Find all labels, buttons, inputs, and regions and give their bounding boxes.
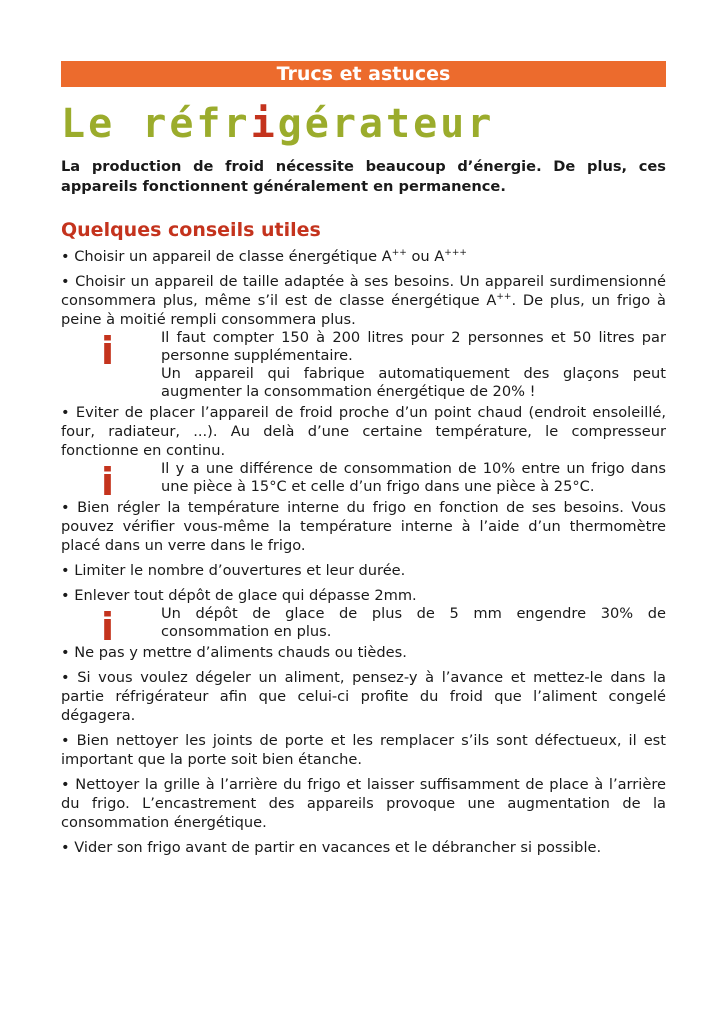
tip-internal-temperature: • Bien régler la température interne du frigo en fonction de ses besoins. Vous pouvez vérifier vous-même la température interne à l’aide d’un thermomètre placé dans un verre dans le frigo. [61, 499, 666, 554]
tip-door-openings: • Limiter le nombre d’ouvertures et leur durée. [61, 562, 406, 579]
info-text: Un appareil qui fabrique automatiquement des glaçons peut augmenter la consommation énergétique de 20% ! [161, 365, 666, 400]
tip-energy-class: • Choisir un appareil de classe énergétique A++ ou A+++ [61, 248, 467, 265]
title-part-2: gérateur [277, 101, 495, 147]
intro-paragraph: La production de froid nécessite beaucoup d’énergie. De plus, ces appareils fonctionnent généralement en permanence. [61, 158, 666, 195]
info-icon: i [101, 329, 115, 373]
tip-ice-removal: • Enlever tout dépôt de glace qui dépasse 2mm. [61, 587, 417, 604]
info-box-ice [61, 605, 666, 649]
tip-vacation: • Vider son frigo avant de partir en vacances et le débrancher si possible. [61, 839, 602, 856]
tip-thawing: • Si vous voulez dégeler un aliment, pensez-y à l’avance et mettez-le dans la partie réfrigérateur afin que celui-ci profite du froid que l’aliment congelé dégagera. [61, 669, 666, 724]
info-text: Il faut compter 150 à 200 litres pour 2 personnes et 50 litres par personne supplémentaire. [161, 329, 666, 364]
tip-hot-food: • Ne pas y mettre d’aliments chauds ou tièdes. [61, 644, 407, 661]
info-icon: i [101, 460, 115, 504]
title-highlight: i [250, 101, 278, 147]
tip-appliance-size: • Choisir un appareil de taille adaptée à ses besoins. Un appareil surdimensionné consommera plus, même s’il est de classe énergétique A++. De plus, un frigo à peine à moitié rempli consommera plus. [61, 273, 666, 328]
info-box-temperature [61, 460, 666, 504]
section-title: Quelques conseils utiles [61, 219, 321, 241]
tip-rear-grille: • Nettoyer la grille à l’arrière du frigo et laisser suffisamment de place à l’arrière du frigo. L’encastrement des appareils provoque une augmentation de la consommation énergétique. [61, 776, 666, 831]
tip-heat-sources: • Eviter de placer l’appareil de froid proche d’un point chaud (endroit ensoleillé, four, radiateur, ...). Au delà d’une certaine température, le compresseur fonctionne en continu. [61, 404, 666, 459]
document-page [61, 61, 666, 863]
section-banner: Trucs et astuces [61, 61, 666, 87]
info-icon: i [101, 605, 115, 649]
info-box-capacity [61, 329, 666, 401]
title-part-1: Le réfr [61, 101, 251, 147]
info-text: Il y a une différence de consommation de 10% entre un frigo dans une pièce à 15°C et celle d’un frigo dans une pièce à 25°C. [161, 460, 666, 495]
page-title [61, 101, 666, 147]
tip-door-seals: • Bien nettoyer les joints de porte et les remplacer s’ils sont défectueux, il est important que la porte soit bien étanche. [61, 732, 666, 768]
info-text: Un dépôt de glace de plus de 5 mm engendre 30% de consommation en plus. [161, 605, 666, 640]
